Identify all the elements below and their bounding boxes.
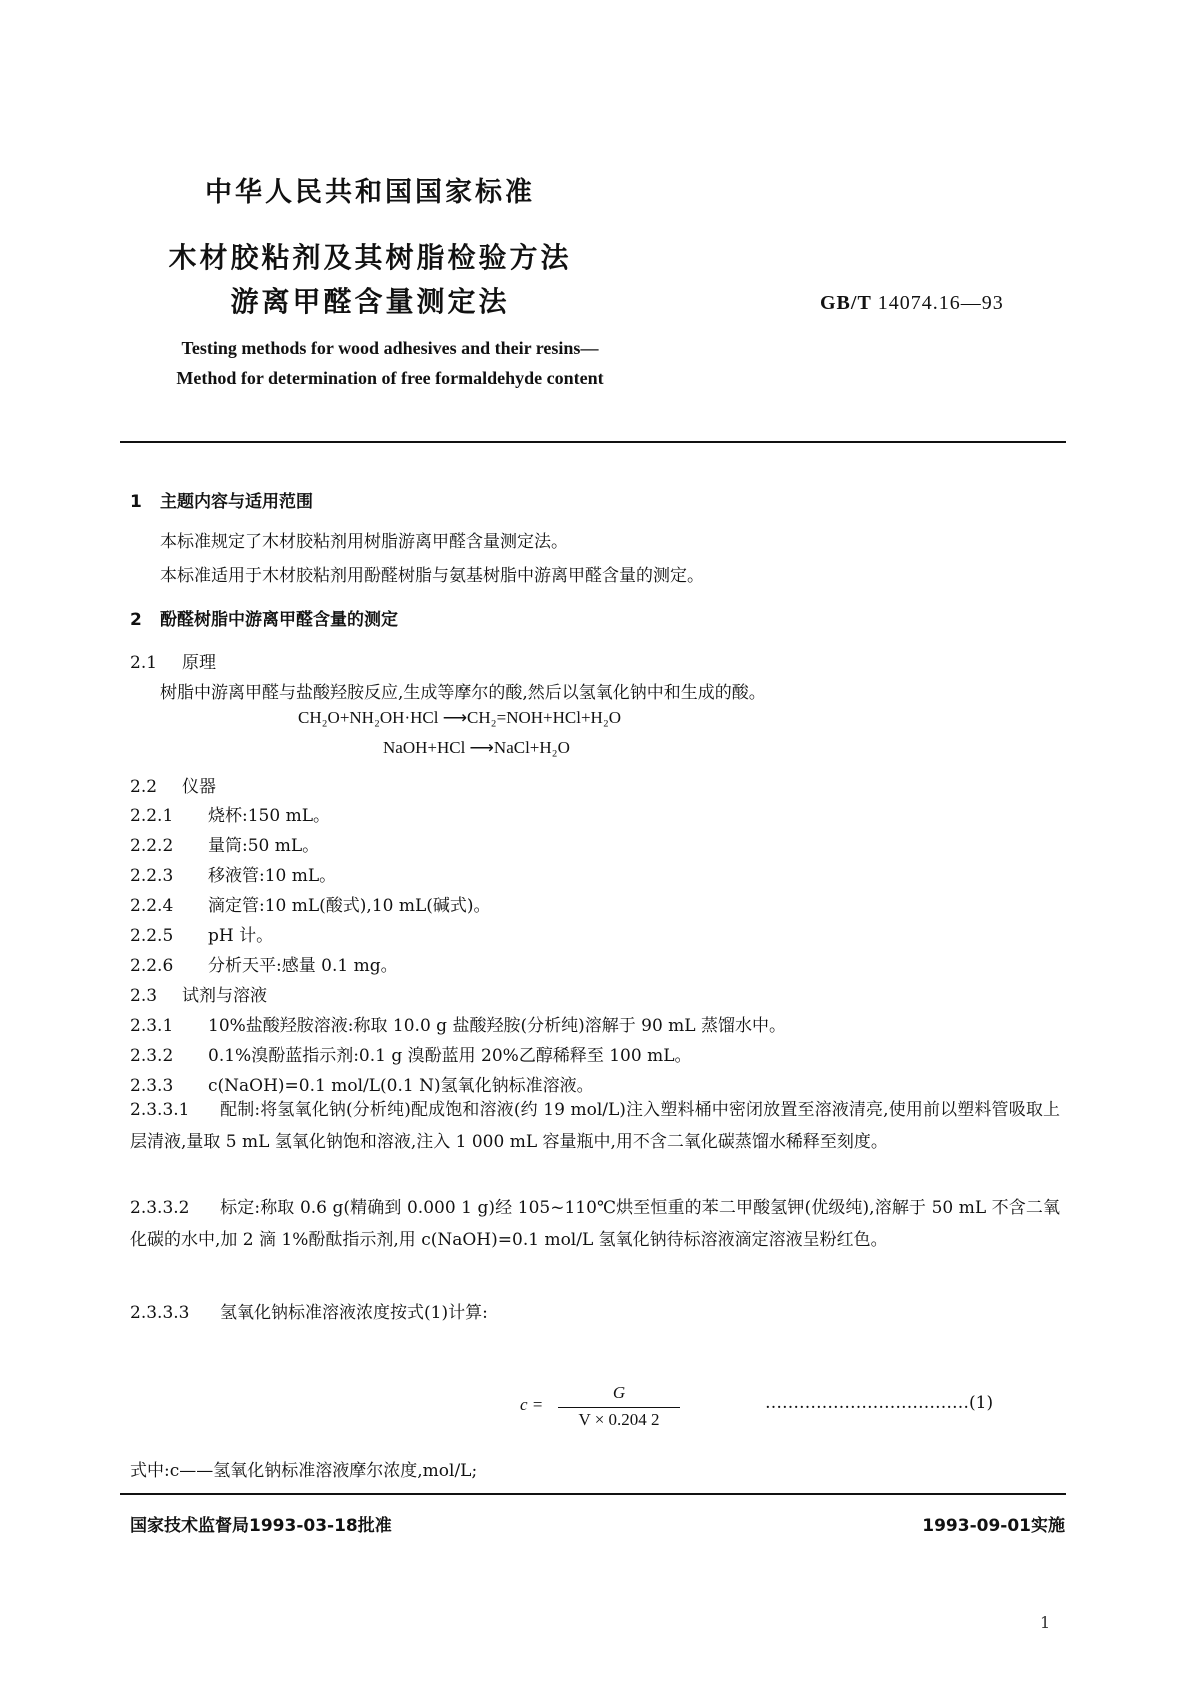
- section-2-heading: [130, 605, 398, 630]
- item-2-2-3: [130, 861, 336, 886]
- item-2-2-2-number: 2.2.2: [130, 836, 174, 856]
- item-2-2-1: [130, 801, 330, 826]
- item-2-3-3-3: [130, 1298, 488, 1323]
- section-2-1-number: 2.1: [130, 653, 158, 673]
- item-2-3-2-number: 2.3.2: [130, 1046, 174, 1066]
- section-2-1-title: 原理: [182, 653, 216, 673]
- item-2-3-3-2-number: 2.3.3.2: [130, 1198, 190, 1218]
- item-2-3-3-number: 2.3.3: [130, 1076, 174, 1096]
- section-1-paragraph-2: 本标准适用于木材胶粘剂用酚醛树脂与氨基树脂中游离甲醛含量的测定。: [160, 566, 704, 586]
- item-2-2-3-number: 2.2.3: [130, 866, 174, 886]
- section-2-number: 2: [130, 610, 142, 630]
- section-2-2-title: 仪器: [182, 777, 216, 797]
- item-2-2-1-text: 烧杯:150 mL。: [208, 806, 330, 826]
- standard-code: [820, 292, 1004, 315]
- section-2-2-number: 2.2: [130, 777, 158, 797]
- item-2-2-4: [130, 891, 491, 916]
- item-2-3-1: [130, 1011, 786, 1036]
- item-2-3-3-1: [130, 1094, 1060, 1158]
- approval-line: 国家技术监督局1993-03-18批准: [130, 1516, 392, 1536]
- item-2-3-3-3-number: 2.3.3.3: [130, 1303, 190, 1323]
- item-2-3-2: [130, 1041, 692, 1066]
- section-1-paragraph-1: 本标准规定了木材胶粘剂用树脂游离甲醛含量测定法。: [160, 532, 568, 552]
- document-title-line2: 游离甲醛含量测定法: [230, 285, 510, 318]
- item-2-2-3-text: 移液管:10 mL。: [208, 866, 337, 886]
- english-title-line2: Method for determination of free formaldehyde content: [176, 368, 604, 388]
- section-2-3-heading: [130, 981, 267, 1006]
- equation-numerator: G: [612, 1383, 626, 1402]
- item-2-2-4-number: 2.2.4: [130, 896, 174, 916]
- item-2-2-6-text: 分析天平:感量 0.1 mg。: [208, 956, 398, 976]
- item-2-2-1-number: 2.2.1: [130, 806, 174, 826]
- country-standard-heading: 中华人民共和国国家标准: [205, 177, 535, 208]
- section-2-3-number: 2.3: [130, 986, 158, 1006]
- equation-lhs: c =: [520, 1395, 544, 1414]
- section-2-2-heading: [130, 772, 216, 797]
- item-2-3-2-text: 0.1%溴酚蓝指示剂:0.1 g 溴酚蓝用 20%乙醇稀释至 100 mL。: [208, 1046, 692, 1066]
- equation-denominator: V × 0.204 2: [578, 1410, 660, 1429]
- reaction-equation-1: CH₂O+NH₂OH·HCl ⟶CH₂=NOH+HCl+H₂O: [298, 708, 622, 727]
- principle-text: 树脂中游离甲醛与盐酸羟胺反应,生成等摩尔的酸,然后以氢氧化钠中和生成的酸。: [160, 683, 766, 703]
- header-divider: [120, 441, 1066, 443]
- item-2-3-1-text: 10%盐酸羟胺溶液:称取 10.0 g 盐酸羟胺(分析纯)溶解于 90 mL 蒸馏水中。: [208, 1016, 786, 1036]
- section-2-title: 酚醛树脂中游离甲醛含量的测定: [160, 610, 398, 630]
- section-1-title: 主题内容与适用范围: [160, 492, 313, 512]
- item-2-3-3-1-text: 配制:将氢氧化钠(分析纯)配成饱和溶液(约 19 mol/L)注入塑料桶中密闭放置至溶液清亮,使用前以塑料管吸取上层清液,量取 5 mL 氢氧化钠饱和溶液,注入 1 000 mL 容量瓶中,用不含二氧化碳蒸馏水稀释至刻度。: [130, 1100, 1060, 1152]
- english-title-line1: Testing methods for wood adhesives and their resins—: [181, 338, 599, 358]
- item-2-2-6-number: 2.2.6: [130, 956, 174, 976]
- implementation-line: 1993-09-01实施: [922, 1516, 1065, 1536]
- item-2-2-5: [130, 921, 273, 946]
- item-2-3-3: [130, 1071, 594, 1096]
- item-2-2-5-text: pH 计。: [208, 926, 274, 946]
- section-1-number: 1: [130, 492, 142, 512]
- item-2-2-2: [130, 831, 319, 856]
- equation-number: ………………………………(1): [765, 1393, 994, 1413]
- reaction-equation-2: NaOH+HCl ⟶NaCl+H₂O: [383, 738, 570, 757]
- item-2-3-3-2-text: 标定:称取 0.6 g(精确到 0.000 1 g)经 105~110℃烘至恒重的苯二甲酸氢钾(优级纯),溶解于 50 mL 不含二氧化碳的水中,加 2 滴 1%酚酞指示剂,用 c(NaOH)=0.1 mol/L 氢氧化钠待标溶液滴定溶液呈粉红色。: [130, 1198, 1060, 1250]
- section-2-3-title: 试剂与溶液: [182, 986, 267, 1006]
- item-2-3-3-3-text: 氢氧化钠标准溶液浓度按式(1)计算:: [220, 1303, 488, 1323]
- item-2-3-3-1-number: 2.3.3.1: [130, 1100, 190, 1120]
- section-1-heading: [130, 487, 313, 512]
- standard-code-number: 14074.16—93: [877, 292, 1004, 314]
- item-2-3-3-text: c(NaOH)=0.1 mol/L(0.1 N)氢氧化钠标准溶液。: [208, 1076, 594, 1096]
- item-2-2-5-number: 2.2.5: [130, 926, 174, 946]
- item-2-2-4-text: 滴定管:10 mL(酸式),10 mL(碱式)。: [208, 896, 491, 916]
- equation-fraction: [556, 1383, 682, 1430]
- item-2-3-3-2: [130, 1192, 1060, 1256]
- page-number: 1: [1040, 1613, 1051, 1632]
- section-2-1-heading: [130, 648, 216, 673]
- item-2-2-2-text: 量筒:50 mL。: [208, 836, 320, 856]
- item-2-2-6: [130, 951, 398, 976]
- item-2-3-1-number: 2.3.1: [130, 1016, 174, 1036]
- document-title-line1: 木材胶粘剂及其树脂检验方法: [168, 241, 572, 274]
- footer-divider: [120, 1493, 1066, 1495]
- standard-code-prefix: GB/T: [820, 292, 872, 314]
- where-clause: 式中:c——氢氧化钠标准溶液摩尔浓度,mol/L;: [130, 1461, 478, 1481]
